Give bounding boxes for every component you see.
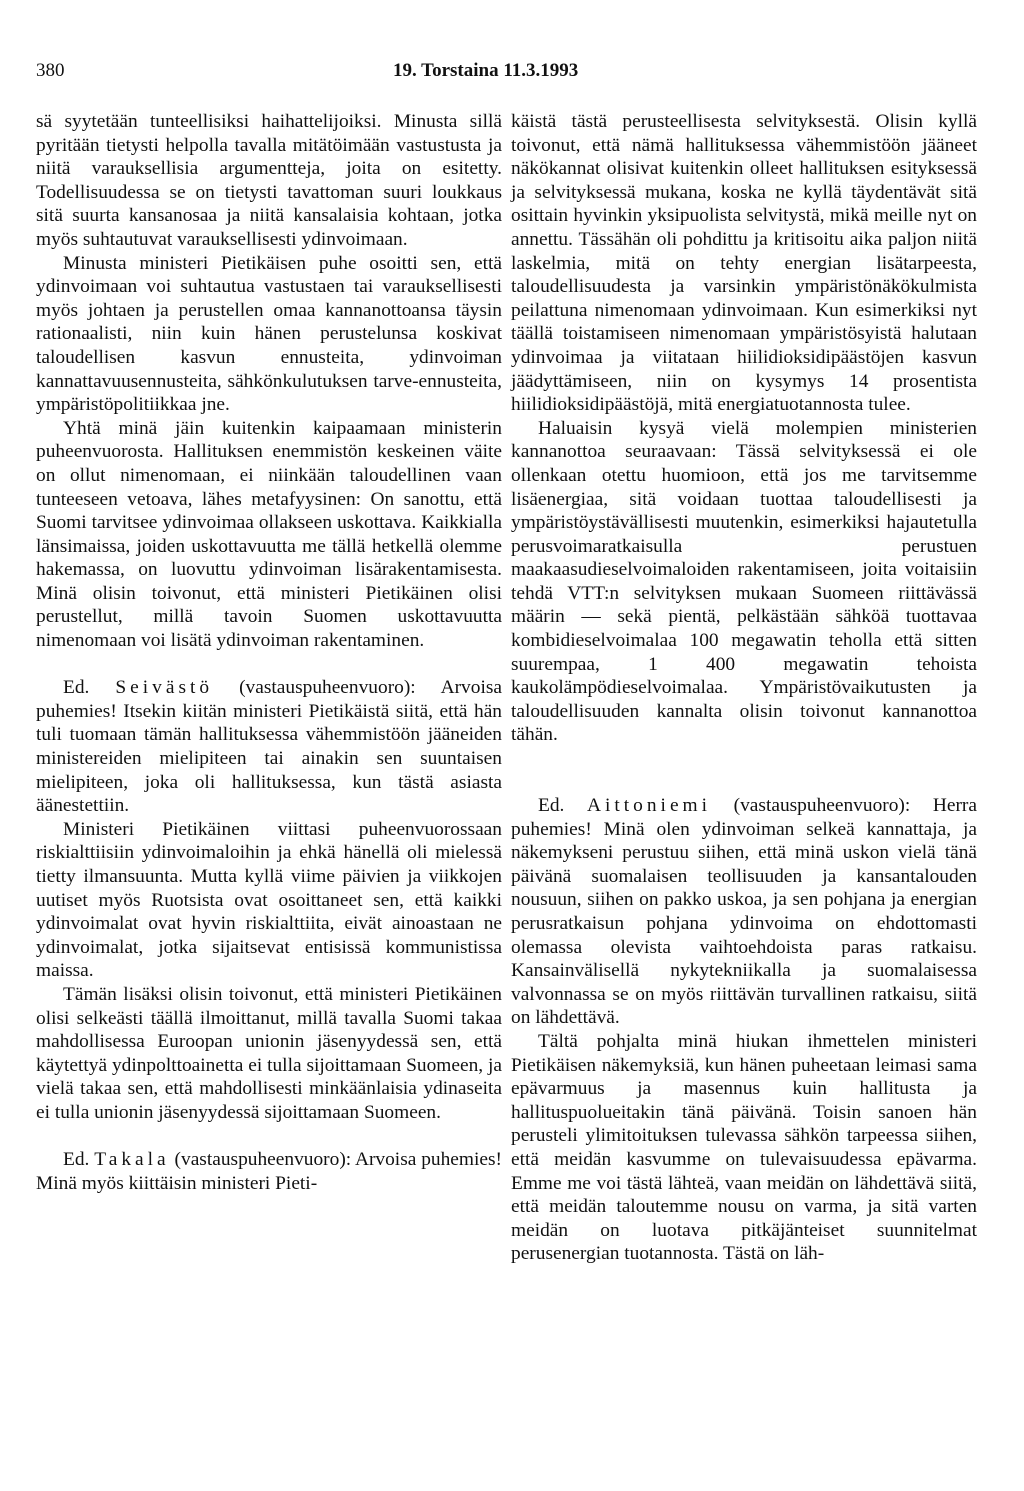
speech-paragraph (511, 794, 977, 1030)
speech-text: (vastauspuheenvuoro): Herra puhemies! Minä olen ydinvoiman selkeä kannattaja, ja näkemykseni perustuu siihen, että minä uskon vielä tänä päivänä suomalaisen teollisuuden ja kansantalouden nousuun, siihen on pakko uskoa, ja sen pohjana ja energian perusratkaisun pohjana ydinvoima on ehdottomasti olemassa olevista vaihtoehdoista paras ratkaisu. Kansainvälisellä nykytekniikalla ja suomalaisessa valvonnassa se on myös riittävän turvallinen ratkaisu, siitä on lähdettävä. (511, 795, 977, 1029)
speaker-name: Aittoniemi (587, 795, 712, 817)
speech-text: (vastauspuheenvuoro): Arvoisa puhemies! Itsekin kiitän ministeri Pietikäistä siitä, että hän tuli tuomaan tämän hallituksessa vähemmistöön jääneiden ministereiden mielipiteen tai ainakin sen suuntaisen mielipiteen, joka oli hallituksessa, kun tästä asiasta äänestettiin. (36, 677, 502, 817)
speaker-prefix: Ed. (63, 1149, 90, 1171)
speaker-name: Seivästö (115, 677, 214, 699)
speaker-name: Takala (94, 1149, 170, 1171)
paragraph: Tältä pohjalta minä hiukan ihmettelen ministeri Pietikäisen näkemyksiä, kun hänen puheetaan leimasi sama epävarmuus ja masennus kuin hallitusta ja hallituspuolueitakin tänä päivänä. Toisin sanoen hän perusteli ylimitoituksen tulevassa sähkön tarpeessa siihen, että meidän kasvumme on tulevaisuudessa epävarma. Emme me voi tästä lähteä, vaan meidän on lähdettävä siitä, että meidän taloutemme nousu on varma, ja sitä varten meidän on luotava pitkäjänteiset suunnitelmat perusenergian tuotannosta. Tästä on läh- (511, 1030, 977, 1265)
paragraph: Haluaisin kysyä vielä molempien ministerien kannanottoa seuraavaan: Tässä selvityksessä ei ole ollenkaan otettu huomioon, että jos me tarvitsemme lisäenergiaa, sitä voidaan tuottaa taloudellisesti ja ympäristöystävällisesti muutenkin, esimerkiksi hajautetulla perusvoimaratkaisulla perustuen maakaasudieselvoimaloiden rakentamiseen, joita voitaisiin tehdä VTT:n selvityksen mukaan Suomeen riittävässä määrin — sekä pientä, pelkästään sähköä tuottavaa kombidieselvoimalaa 100 megawatin teholla että sitten suurempaa, 1 400 megawatin tehoista kaukolämpödieselvoimalaa. Ympäristövaikutusten ja taloudellisuuden kannalta olisin toivonut kannanottoa tähän. (511, 417, 977, 746)
speech-paragraph (36, 1148, 502, 1195)
paragraph: sä syytetään tunteellisiksi haihattelijoiksi. Minusta sillä pyritään tietysti helpolla tavalla mitätöimään vastustusta ja niitä varauksellisia argumentteja, joita on esitetty. Todellisuudessa se on tietysti tavattoman suuri loukkaus sitä suurta kansanosaa ja niitä kansalaisia kohtaan, jotka myös suhtautuvat varauksellisesti ydinvoimaan. (36, 111, 502, 250)
paragraph: Ministeri Pietikäinen viittasi puheenvuorossaan riskialttiisiin ydinvoimaloihin ja ehkä hänellä oli mielessä tietty ilmansuunta. Mutta kyllä viime päivien ja viikkojen uutiset myös Ruotsista ovat osoittaneet sen, että kaikki ydinvoimalat ovat hyvin riskialttiita, eivät ainoastaan ne ydinvoimalat, jotka sijaitsevat entisissä kommunistissa maissa. (36, 818, 502, 982)
speech-text: (vastauspuheenvuoro): Arvoisa puhemies! Minä myös kiittäisin ministeri Pieti- (36, 1149, 502, 1194)
speaker-prefix: Ed. (538, 795, 565, 817)
paragraph: Yhtä minä jäin kuitenkin kaipaamaan ministerin puheenvuorosta. Hallituksen enemmistön keskeinen väite on ollut nimenomaan, ei niinkään taloudellinen vaan tunteeseen vetoava, lähes metafyysinen: On sanottu, että Suomi tarvitsee ydinvoimaa ollakseen uskottava. Kaikkialla länsimaissa, joiden uskottavuutta me tällä hetkellä olemme hakemassa, on luovuttu ydinvoiman lisärakentamisesta. Minä olisin toivonut, että ministeri Pietikäinen olisi perustellut, millä tavoin Suomen uskottavuutta nimenomaan voi lisätä ydinvoiman rakentaminen. (36, 417, 502, 652)
paragraph: Minusta ministeri Pietikäisen puhe osoitti sen, että ydinvoimaan voi suhtautua vastustaen tai varauksellisesti myös johtaen ja perustellen omaa kannanottoansa täysin rationaalisti, niin kuin hänen perustelunsa koskivat taloudellisen kasvun ennusteita, ydinvoiman kannattavuusennusteita, sähkönkulutuksen tarve-ennusteita, ympäristöpolitiikkaa jne. (36, 252, 502, 416)
left-column (36, 110, 502, 1195)
header-date: 19. Torstaina 11.3.1993 (393, 60, 579, 81)
right-column (511, 110, 977, 1266)
paragraph: käistä tästä perusteellisesta selvityksestä. Olisin kyllä toivonut, että nämä hallituksessa vähemmistöön jääneet näkökannat olisivat kuitenkin olleet hallituksen esityksessä ja selvityksessä mukana, koska ne kyllä täydentävät sitä osittain hyvinkin yksipuolista selvitystä, mikä meille nyt on annettu. Tässähän oli pohdittu ja kritisoitu aika paljon niitä laskelmia, mitä on tehty energian lisätarpeesta, taloudellisuudesta ja varsinkin ympäristönäkökulmista peilattuna nimenomaan ydinvoimaan. Kun esimerkiksi nyt täällä toistamiseen nimenomaan ympäristösyistä halutaan ydinvoimaa ja viitataan hiilidioksidipäästöjen kasvun jäädyttämiseen, niin on kysymys 14 prosentista hiilidioksidipäästöjä, mitä energiatuotannosta tulee. (511, 111, 977, 416)
paragraph: Tämän lisäksi olisin toivonut, että ministeri Pietikäinen olisi selkeästi täällä ilmoittanut, millä tavalla Suomi takaa mahdollisessa Euroopan unionin jäsenyydessä sen, että käytettyä ydinpolttoainetta ei tulla sijoittamaan Suomeen, ja vielä takaa sen, että mahdollisesti minkäänlaisia ydinaseita ei tulla unionin jäsenyydessä sijoittamaan Suomeen. (36, 983, 502, 1123)
page-number: 380 (36, 60, 65, 81)
speech-paragraph (36, 676, 502, 818)
speaker-prefix: Ed. (63, 677, 90, 699)
